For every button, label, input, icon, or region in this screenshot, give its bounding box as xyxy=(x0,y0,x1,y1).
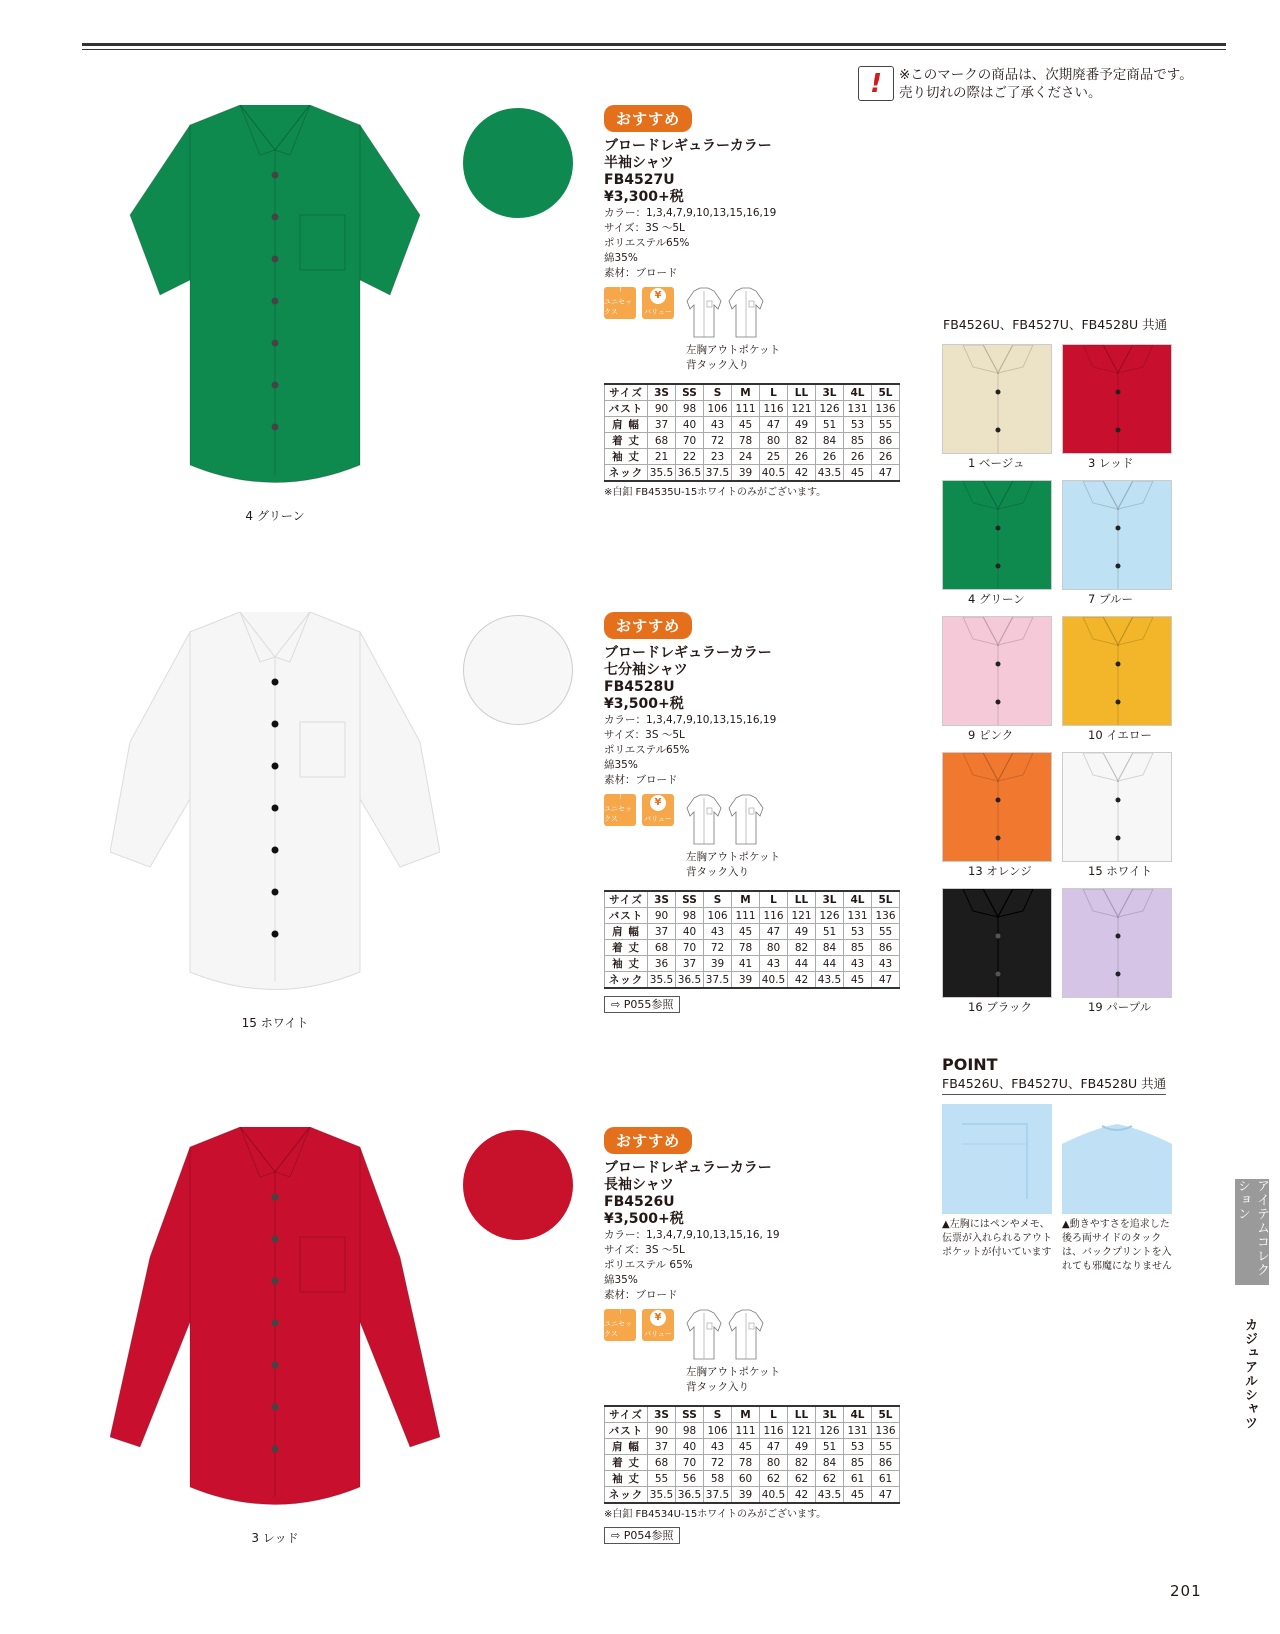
size-cell: 98 xyxy=(676,908,704,924)
size-cell: 47 xyxy=(872,972,900,989)
size-cell: 72 xyxy=(704,433,732,449)
size-cell: バスト xyxy=(605,908,648,924)
size-cell: 25 xyxy=(760,449,788,465)
size-cell: 84 xyxy=(816,940,844,956)
size-cell: 84 xyxy=(816,433,844,449)
size-cell: 78 xyxy=(732,940,760,956)
size-cell: 121 xyxy=(788,1423,816,1439)
point-title: POINT xyxy=(942,1055,998,1074)
size-cell: 40.5 xyxy=(760,465,788,482)
size-cell: 53 xyxy=(844,1439,872,1455)
size-header-cell: M xyxy=(732,384,760,401)
size-cell: 39 xyxy=(732,465,760,482)
color-swatch-thumb xyxy=(1062,480,1172,590)
size-cell: 35.5 xyxy=(648,465,676,482)
size-cell: 47 xyxy=(760,924,788,940)
size-cell: 47 xyxy=(760,1439,788,1455)
product-photo-FB4526U xyxy=(110,1127,440,1511)
size-cell: 82 xyxy=(788,433,816,449)
size-header-cell: S xyxy=(704,1406,732,1423)
size-cell: 37.5 xyxy=(704,972,732,989)
size-cell: 41 xyxy=(732,956,760,972)
size-cell: ネック xyxy=(605,1487,648,1504)
discontinued-mark-icon: ! xyxy=(858,66,894,101)
point-text-1: ▲左胸にはペンやメモ、伝票が入れられるアウトポケットが付いています xyxy=(942,1219,1052,1258)
size-cell: 70 xyxy=(676,940,704,956)
color-swatch-label: 1 ベージュ xyxy=(968,456,1025,470)
product-info xyxy=(604,612,900,1012)
size-cell: 60 xyxy=(732,1471,760,1487)
size-cell: 84 xyxy=(816,1455,844,1471)
size-cell: 90 xyxy=(648,1423,676,1439)
size-cell: 106 xyxy=(704,908,732,924)
size-cell: 136 xyxy=(872,401,900,417)
product-fabric2: 綿35% xyxy=(604,759,638,771)
size-cell: 43 xyxy=(844,956,872,972)
size-cell: 40 xyxy=(676,924,704,940)
product-photo-caption: 3 レッド xyxy=(251,1531,299,1545)
side-category-label: カジュアルシャツ xyxy=(1242,1318,1257,1430)
size-cell: 111 xyxy=(732,401,760,417)
size-cell: 43 xyxy=(704,924,732,940)
size-cell: 82 xyxy=(788,1455,816,1471)
product-name-2: 長袖シャツ xyxy=(604,1177,674,1193)
color-swatch-thumb xyxy=(942,888,1052,998)
product-photo-caption: 15 ホワイト xyxy=(241,1016,309,1030)
size-cell: 80 xyxy=(760,1455,788,1471)
side-tab[interactable]: アイテムコレクション xyxy=(1235,1179,1269,1285)
size-cell: 86 xyxy=(872,940,900,956)
size-cell: 着 丈 xyxy=(605,1455,648,1471)
size-cell: 36.5 xyxy=(676,1487,704,1504)
size-cell: 55 xyxy=(872,1439,900,1455)
size-cell: 37 xyxy=(648,417,676,433)
recommend-badge: おすすめ xyxy=(604,1127,692,1154)
size-cell: 47 xyxy=(872,1487,900,1504)
shirt-back-diagram xyxy=(728,1309,764,1365)
size-header-cell: M xyxy=(732,1406,760,1423)
size-cell: 53 xyxy=(844,924,872,940)
point-pocket-image xyxy=(942,1104,1052,1214)
size-cell: 21 xyxy=(648,449,676,465)
size-cell: 袖 丈 xyxy=(605,1471,648,1487)
size-cell: 43 xyxy=(872,956,900,972)
size-header-cell: 5L xyxy=(872,384,900,401)
color-swatch-label: 9 ピンク xyxy=(968,728,1014,742)
size-cell: 111 xyxy=(732,908,760,924)
color-swatch-thumb xyxy=(942,480,1052,590)
page-number: 201 xyxy=(1170,1582,1202,1600)
product-photo-FB4527U xyxy=(110,105,440,489)
detail-1: 左胸アウトポケット xyxy=(686,1366,780,1378)
size-cell: 72 xyxy=(704,1455,732,1471)
discontinued-notice xyxy=(899,66,1193,102)
size-cell: 40.5 xyxy=(760,972,788,989)
size-cell: 40.5 xyxy=(760,1487,788,1504)
size-cell: 39 xyxy=(732,1487,760,1504)
size-cell: 98 xyxy=(676,401,704,417)
size-cell: 116 xyxy=(760,401,788,417)
size-cell: 35.5 xyxy=(648,972,676,989)
size-cell: 着 丈 xyxy=(605,433,648,449)
size-cell: 80 xyxy=(760,433,788,449)
size-cell: 85 xyxy=(844,940,872,956)
detail-1: 左胸アウトポケット xyxy=(686,344,780,356)
point-text-2: ▲動きやすさを追求した後ろ両サイドのタックは、バックプリントを入れても邪魔になりません xyxy=(1062,1219,1172,1272)
size-cell: 45 xyxy=(732,1439,760,1455)
value-icon: ¥ バリュー xyxy=(642,287,674,319)
size-cell: 45 xyxy=(732,924,760,940)
value-icon: ¥ バリュー xyxy=(642,794,674,826)
size-header-cell: 4L xyxy=(844,891,872,908)
size-cell: 26 xyxy=(844,449,872,465)
size-cell: 23 xyxy=(704,449,732,465)
page-reference-link[interactable]: ⇨ P055参照 xyxy=(604,996,680,1013)
shirt-back-diagram xyxy=(728,287,764,343)
size-cell: ネック xyxy=(605,972,648,989)
unisex-icon: ⫯ ユニセックス xyxy=(604,1309,636,1341)
size-cell: 37 xyxy=(676,956,704,972)
product-name-1: ブロードレギュラーカラー xyxy=(604,1160,772,1176)
product-fabric2: 綿35% xyxy=(604,252,638,264)
shirt-front-diagram xyxy=(686,287,722,343)
detail-2: 背タック入り xyxy=(686,359,749,371)
size-cell: 45 xyxy=(844,465,872,482)
product-material: 素材：ブロード xyxy=(604,267,678,279)
point-subtitle: FB4526U、FB4527U、FB4528U 共通 xyxy=(942,1074,1166,1095)
size-cell: 90 xyxy=(648,401,676,417)
size-cell: 61 xyxy=(872,1471,900,1487)
size-cell: 49 xyxy=(788,1439,816,1455)
size-cell: 86 xyxy=(872,433,900,449)
product-name-1: ブロードレギュラーカラー xyxy=(604,645,772,661)
color-swatch-thumb xyxy=(1062,344,1172,454)
size-cell: 45 xyxy=(844,1487,872,1504)
color-swatch-label: 7 ブルー xyxy=(1088,592,1134,606)
size-cell: 85 xyxy=(844,433,872,449)
color-swatch-thumb xyxy=(1062,752,1172,862)
size-header-cell: 3S xyxy=(648,384,676,401)
size-cell: 62 xyxy=(760,1471,788,1487)
size-cell: 53 xyxy=(844,417,872,433)
size-cell: 49 xyxy=(788,924,816,940)
size-cell: ネック xyxy=(605,465,648,482)
size-header-cell: 3L xyxy=(816,891,844,908)
size-cell: 43 xyxy=(704,417,732,433)
size-header-cell: 5L xyxy=(872,891,900,908)
size-cell: 45 xyxy=(732,417,760,433)
size-cell: 42 xyxy=(788,465,816,482)
color-swatch-thumb xyxy=(1062,888,1172,998)
product-info xyxy=(604,1127,900,1543)
size-cell: 56 xyxy=(676,1471,704,1487)
product-code: FB4528U xyxy=(604,679,675,695)
size-cell: 26 xyxy=(872,449,900,465)
product-name-2: 半袖シャツ xyxy=(604,155,674,171)
size-header-cell: 3L xyxy=(816,1406,844,1423)
size-cell: 126 xyxy=(816,908,844,924)
size-header-cell: LL xyxy=(788,1406,816,1423)
size-header-cell: 3S xyxy=(648,1406,676,1423)
product-size: サイズ：3S ～5L xyxy=(604,729,685,741)
size-cell: 44 xyxy=(816,956,844,972)
product-code: FB4526U xyxy=(604,1194,675,1210)
product-price: ¥3,500+税 xyxy=(604,1211,684,1227)
fabric-swatch xyxy=(463,1130,573,1240)
size-cell: 98 xyxy=(676,1423,704,1439)
size-cell: 43.5 xyxy=(816,972,844,989)
size-cell: 51 xyxy=(816,1439,844,1455)
size-cell: 126 xyxy=(816,1423,844,1439)
size-cell: 55 xyxy=(872,417,900,433)
size-header-cell: S xyxy=(704,384,732,401)
color-swatch-thumb xyxy=(942,616,1052,726)
product-color: カラー：1,3,4,7,9,10,13,15,16,19 xyxy=(604,207,777,219)
product-info xyxy=(604,105,900,498)
size-header-cell: 4L xyxy=(844,384,872,401)
size-cell: 36.5 xyxy=(676,972,704,989)
size-cell: 49 xyxy=(788,417,816,433)
notice-line1: ※このマークの商品は、次期廃番予定商品です。 xyxy=(899,67,1193,83)
size-cell: 136 xyxy=(872,908,900,924)
size-cell: 121 xyxy=(788,908,816,924)
size-cell: バスト xyxy=(605,401,648,417)
product-note: ※白釦 FB4534U-15ホワイトのみがございます。 xyxy=(604,1509,827,1520)
product-photo-caption: 4 グリーン xyxy=(245,509,305,523)
size-cell: 39 xyxy=(732,972,760,989)
color-swatch-label: 10 イエロー xyxy=(1088,728,1152,742)
product-fabric1: ポリエステル65% xyxy=(604,237,690,249)
size-header-cell: L xyxy=(760,891,788,908)
size-cell: バスト xyxy=(605,1423,648,1439)
size-cell: 68 xyxy=(648,1455,676,1471)
size-cell: 37.5 xyxy=(704,465,732,482)
product-material: 素材：ブロード xyxy=(604,774,678,786)
page-reference-link[interactable]: ⇨ P054参照 xyxy=(604,1527,680,1544)
size-header-cell: L xyxy=(760,1406,788,1423)
size-cell: 80 xyxy=(760,940,788,956)
detail-2: 背タック入り xyxy=(686,866,749,878)
color-swatch-label: 19 パープル xyxy=(1088,1000,1152,1014)
product-material: 素材：ブロード xyxy=(604,1289,678,1301)
color-swatch-label: 3 レッド xyxy=(1088,456,1134,470)
fabric-swatch xyxy=(463,615,573,725)
size-cell: 袖 丈 xyxy=(605,449,648,465)
size-cell: 43.5 xyxy=(816,465,844,482)
size-cell: 86 xyxy=(872,1455,900,1471)
size-cell: 42 xyxy=(788,1487,816,1504)
size-cell: 着 丈 xyxy=(605,940,648,956)
size-header-cell: 3S xyxy=(648,891,676,908)
recommend-badge: おすすめ xyxy=(604,105,692,132)
size-cell: 90 xyxy=(648,908,676,924)
product-size: サイズ：3S ～5L xyxy=(604,1244,685,1256)
product-fabric2: 綿35% xyxy=(604,1274,638,1286)
color-swatch-thumb xyxy=(1062,616,1172,726)
point-back-image xyxy=(1062,1104,1172,1214)
product-fabric1: ポリエステル 65% xyxy=(604,1259,693,1271)
size-header-cell: SS xyxy=(676,384,704,401)
size-cell: 78 xyxy=(732,433,760,449)
size-cell: 43.5 xyxy=(816,1487,844,1504)
size-cell: 37 xyxy=(648,1439,676,1455)
size-header-cell: SS xyxy=(676,1406,704,1423)
size-cell: 111 xyxy=(732,1423,760,1439)
size-table xyxy=(604,890,900,989)
top-rule xyxy=(82,43,1226,46)
product-price: ¥3,300+税 xyxy=(604,189,684,205)
shirt-front-diagram xyxy=(686,1309,722,1365)
color-swatch-thumb xyxy=(942,752,1052,862)
size-cell: 68 xyxy=(648,940,676,956)
color-swatch-label: 16 ブラック xyxy=(968,1000,1033,1014)
size-header-cell: LL xyxy=(788,891,816,908)
size-cell: 35.5 xyxy=(648,1487,676,1504)
size-cell: 55 xyxy=(872,924,900,940)
size-cell: 36 xyxy=(648,956,676,972)
size-cell: 肩 幅 xyxy=(605,1439,648,1455)
size-header-cell: L xyxy=(760,384,788,401)
size-cell: 24 xyxy=(732,449,760,465)
size-cell: 40 xyxy=(676,417,704,433)
detail-2: 背タック入り xyxy=(686,1381,749,1393)
size-header-cell: 4L xyxy=(844,1406,872,1423)
size-cell: 68 xyxy=(648,433,676,449)
size-cell: 62 xyxy=(816,1471,844,1487)
product-size: サイズ：3S ～5L xyxy=(604,222,685,234)
value-icon: ¥ バリュー xyxy=(642,1309,674,1341)
size-header-cell: M xyxy=(732,891,760,908)
detail-1: 左胸アウトポケット xyxy=(686,851,780,863)
size-header-cell: サイズ xyxy=(605,1406,648,1423)
size-cell: 116 xyxy=(760,1423,788,1439)
size-cell: 58 xyxy=(704,1471,732,1487)
size-cell: 72 xyxy=(704,940,732,956)
unisex-icon: ⫯ ユニセックス xyxy=(604,287,636,319)
size-header-cell: 3L xyxy=(816,384,844,401)
size-cell: 40 xyxy=(676,1439,704,1455)
size-header-cell: サイズ xyxy=(605,891,648,908)
size-cell: 43 xyxy=(704,1439,732,1455)
size-header-cell: SS xyxy=(676,891,704,908)
size-cell: 42 xyxy=(788,972,816,989)
size-cell: 126 xyxy=(816,401,844,417)
size-cell: 44 xyxy=(788,956,816,972)
product-photo-FB4528U xyxy=(110,612,440,996)
color-swatch-label: 4 グリーン xyxy=(968,592,1025,606)
product-color: カラー：1,3,4,7,9,10,13,15,16, 19 xyxy=(604,1229,780,1241)
size-cell: 82 xyxy=(788,940,816,956)
size-cell: 70 xyxy=(676,1455,704,1471)
shirt-back-diagram xyxy=(728,794,764,850)
unisex-icon: ⫯ ユニセックス xyxy=(604,794,636,826)
product-name-2: 七分袖シャツ xyxy=(604,662,688,678)
size-cell: 70 xyxy=(676,433,704,449)
size-cell: 37 xyxy=(648,924,676,940)
size-cell: 85 xyxy=(844,1455,872,1471)
size-cell: 51 xyxy=(816,924,844,940)
size-header-cell: S xyxy=(704,891,732,908)
size-cell: 51 xyxy=(816,417,844,433)
size-cell: 43 xyxy=(760,956,788,972)
size-cell: 116 xyxy=(760,908,788,924)
size-table xyxy=(604,383,900,482)
color-swatch-label: 13 オレンジ xyxy=(968,864,1032,878)
size-cell: 肩 幅 xyxy=(605,924,648,940)
size-table xyxy=(604,1405,900,1504)
size-cell: 131 xyxy=(844,401,872,417)
size-header-cell: LL xyxy=(788,384,816,401)
product-color: カラー：1,3,4,7,9,10,13,15,16,19 xyxy=(604,714,777,726)
size-cell: 26 xyxy=(788,449,816,465)
size-cell: 78 xyxy=(732,1455,760,1471)
size-cell: 62 xyxy=(788,1471,816,1487)
product-price: ¥3,500+税 xyxy=(604,696,684,712)
size-cell: 61 xyxy=(844,1471,872,1487)
top-rule-thin xyxy=(82,49,1226,50)
product-fabric1: ポリエステル65% xyxy=(604,744,690,756)
size-cell: 26 xyxy=(816,449,844,465)
size-cell: 47 xyxy=(760,417,788,433)
size-header-cell: サイズ xyxy=(605,384,648,401)
size-cell: 106 xyxy=(704,1423,732,1439)
size-cell: 131 xyxy=(844,1423,872,1439)
product-name-1: ブロードレギュラーカラー xyxy=(604,138,772,154)
product-code: FB4527U xyxy=(604,172,675,188)
size-cell: 47 xyxy=(872,465,900,482)
size-cell: 45 xyxy=(844,972,872,989)
size-cell: 袖 丈 xyxy=(605,956,648,972)
size-cell: 106 xyxy=(704,401,732,417)
fabric-swatch xyxy=(463,108,573,218)
size-cell: 肩 幅 xyxy=(605,417,648,433)
size-cell: 55 xyxy=(648,1471,676,1487)
recommend-badge: おすすめ xyxy=(604,612,692,639)
color-swatch-label: 15 ホワイト xyxy=(1088,864,1152,878)
size-cell: 22 xyxy=(676,449,704,465)
size-header-cell: 5L xyxy=(872,1406,900,1423)
shirt-front-diagram xyxy=(686,794,722,850)
notice-line2: 売り切れの際はご了承ください。 xyxy=(899,85,1102,101)
size-cell: 37.5 xyxy=(704,1487,732,1504)
product-note: ※白釦 FB4535U-15ホワイトのみがございます。 xyxy=(604,487,827,498)
size-cell: 131 xyxy=(844,908,872,924)
size-cell: 36.5 xyxy=(676,465,704,482)
size-cell: 136 xyxy=(872,1423,900,1439)
size-cell: 121 xyxy=(788,401,816,417)
size-cell: 39 xyxy=(704,956,732,972)
color-swatch-thumb xyxy=(942,344,1052,454)
color-section-title: FB4526U、FB4527U、FB4528U 共通 xyxy=(943,317,1168,332)
